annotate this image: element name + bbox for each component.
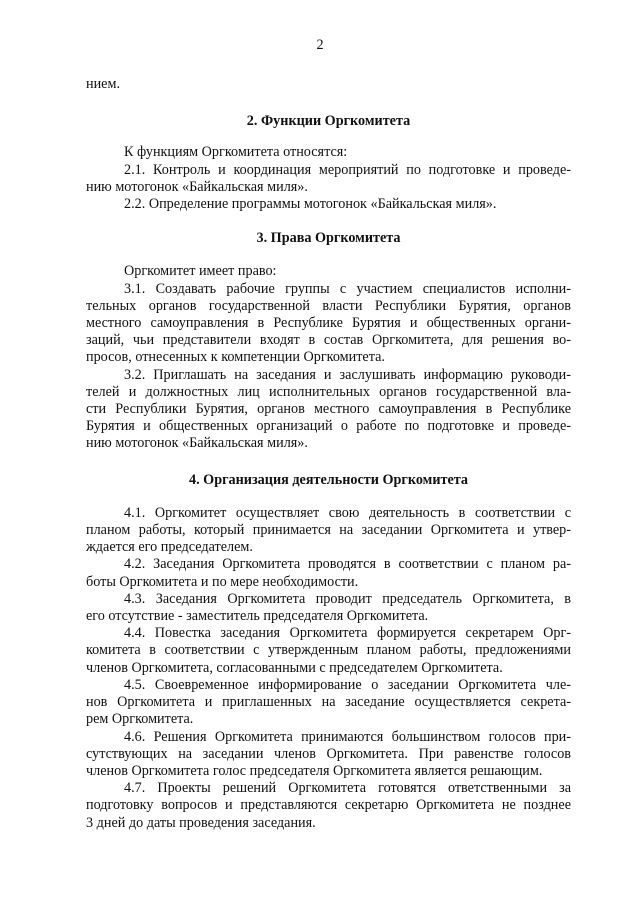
item-4-1-line-2: планом работы, который принимается на заседании Оргкомитета и утвер- [86,522,571,539]
item-4-5-line-2: нов Оргкомитета и приглашенных на заседание осуществляется секрета- [86,694,571,711]
item-4-4-line-2: комитета в соответствии с утвержденным планом работы, предложениями [86,642,571,659]
carry-over-text: нием. [86,76,121,92]
section-3-intro: Оргкомитет имеет право: [124,263,277,280]
item-4-7-line-1: 4.7. Проекты решений Оргкомитета готовятся ответственными за [124,780,571,797]
item-4-2-line-2: боты Оргкомитета и по мере необходимости. [86,573,359,590]
item-3-1-line-2: тельных органов государственной власти Республики Бурятия, органов [86,297,571,314]
item-4-6-line-1: 4.6. Решения Оргкомитета принимаются большинством голосов при- [124,728,571,745]
item-4-5-line-1: 4.5. Своевременное информирование о заседании Оргкомитета чле- [124,676,571,693]
item-3-1-line-3: местного самоуправления в Республике Бурятия и общественных органи- [86,315,571,332]
item-4-3-line-1: 4.3. Заседания Оргкомитета проводит председатель Оргкомитета, в [124,590,571,607]
page-content [86,76,571,832]
item-3-2-line-4: Бурятия и общественных организаций о работе по подготовке и проведе- [86,418,571,435]
item-4-6-line-3: членов Оргкомитета голос председателя Оргкомитета является решающим. [86,762,543,779]
item-3-1-line-5: просов, отнесенных к компетенции Оргкомитета. [86,349,385,366]
item-4-2-line-1: 4.2. Заседания Оргкомитета проводятся в соответствии с планом ра- [124,556,571,573]
item-3-1-line-1: 3.1. Создавать рабочие группы с участием специалистов исполни- [124,280,571,297]
item-3-2-line-3: сти Республики Бурятия, органов местного самоуправления в Республике [86,401,571,418]
item-4-6-line-2: сутствующих на заседании членов Оргкомитета. При равенстве голосов [86,745,571,762]
item-4-1-line-1: 4.1. Оргкомитет осуществляет свою деятельность в соответствии с [124,504,571,521]
item-3-2-line-1: 3.2. Приглашать на заседания и заслушивать информацию руководи- [124,366,571,383]
page-number: 2 [316,37,324,53]
item-3-1-line-4: заций, чьи представители входят в состав Оргкомитета, для решения во- [86,332,571,349]
item-4-4-line-3: членов Оргкомитета, согласованными с председателем Оргкомитета. [86,659,503,676]
item-2-1-line-1: 2.1. Контроль и координация мероприятий по подготовке и проведе- [124,161,571,178]
item-2-2: 2.2. Определение программы мотогонок «Байкальская миля». [124,196,497,213]
item-3-2-line-2: телей и должностных лиц исполнительных органов государственной вла- [86,383,571,400]
section-3-title: 3. Права Оргкомитета [256,230,401,247]
item-4-5-line-3: рем Оргкомитета. [86,711,194,728]
section-4-title: 4. Организация деятельности Оргкомитета [188,471,469,488]
item-2-1-line-2: нию мотогонок «Байкальская миля». [86,178,308,195]
item-3-2-line-5: нию мотогонок «Байкальская миля». [86,435,308,452]
section-2-intro: К функциям Оргкомитета относятся: [124,144,348,161]
section-2-title: 2. Функции Оргкомитета [246,113,411,130]
item-4-7-line-2: подготовку вопросов и представляются секретарю Оргкомитета не позднее [86,797,571,814]
item-4-3-line-2: его отсутствие - заместитель председателя Оргкомитета. [86,608,429,625]
item-4-1-line-3: ждается его председателем. [86,539,253,556]
item-4-4-line-1: 4.4. Повестка заседания Оргкомитета формируется секретарем Орг- [124,625,571,642]
item-4-7-line-3: 3 дней до даты проведения заседания. [86,814,316,831]
